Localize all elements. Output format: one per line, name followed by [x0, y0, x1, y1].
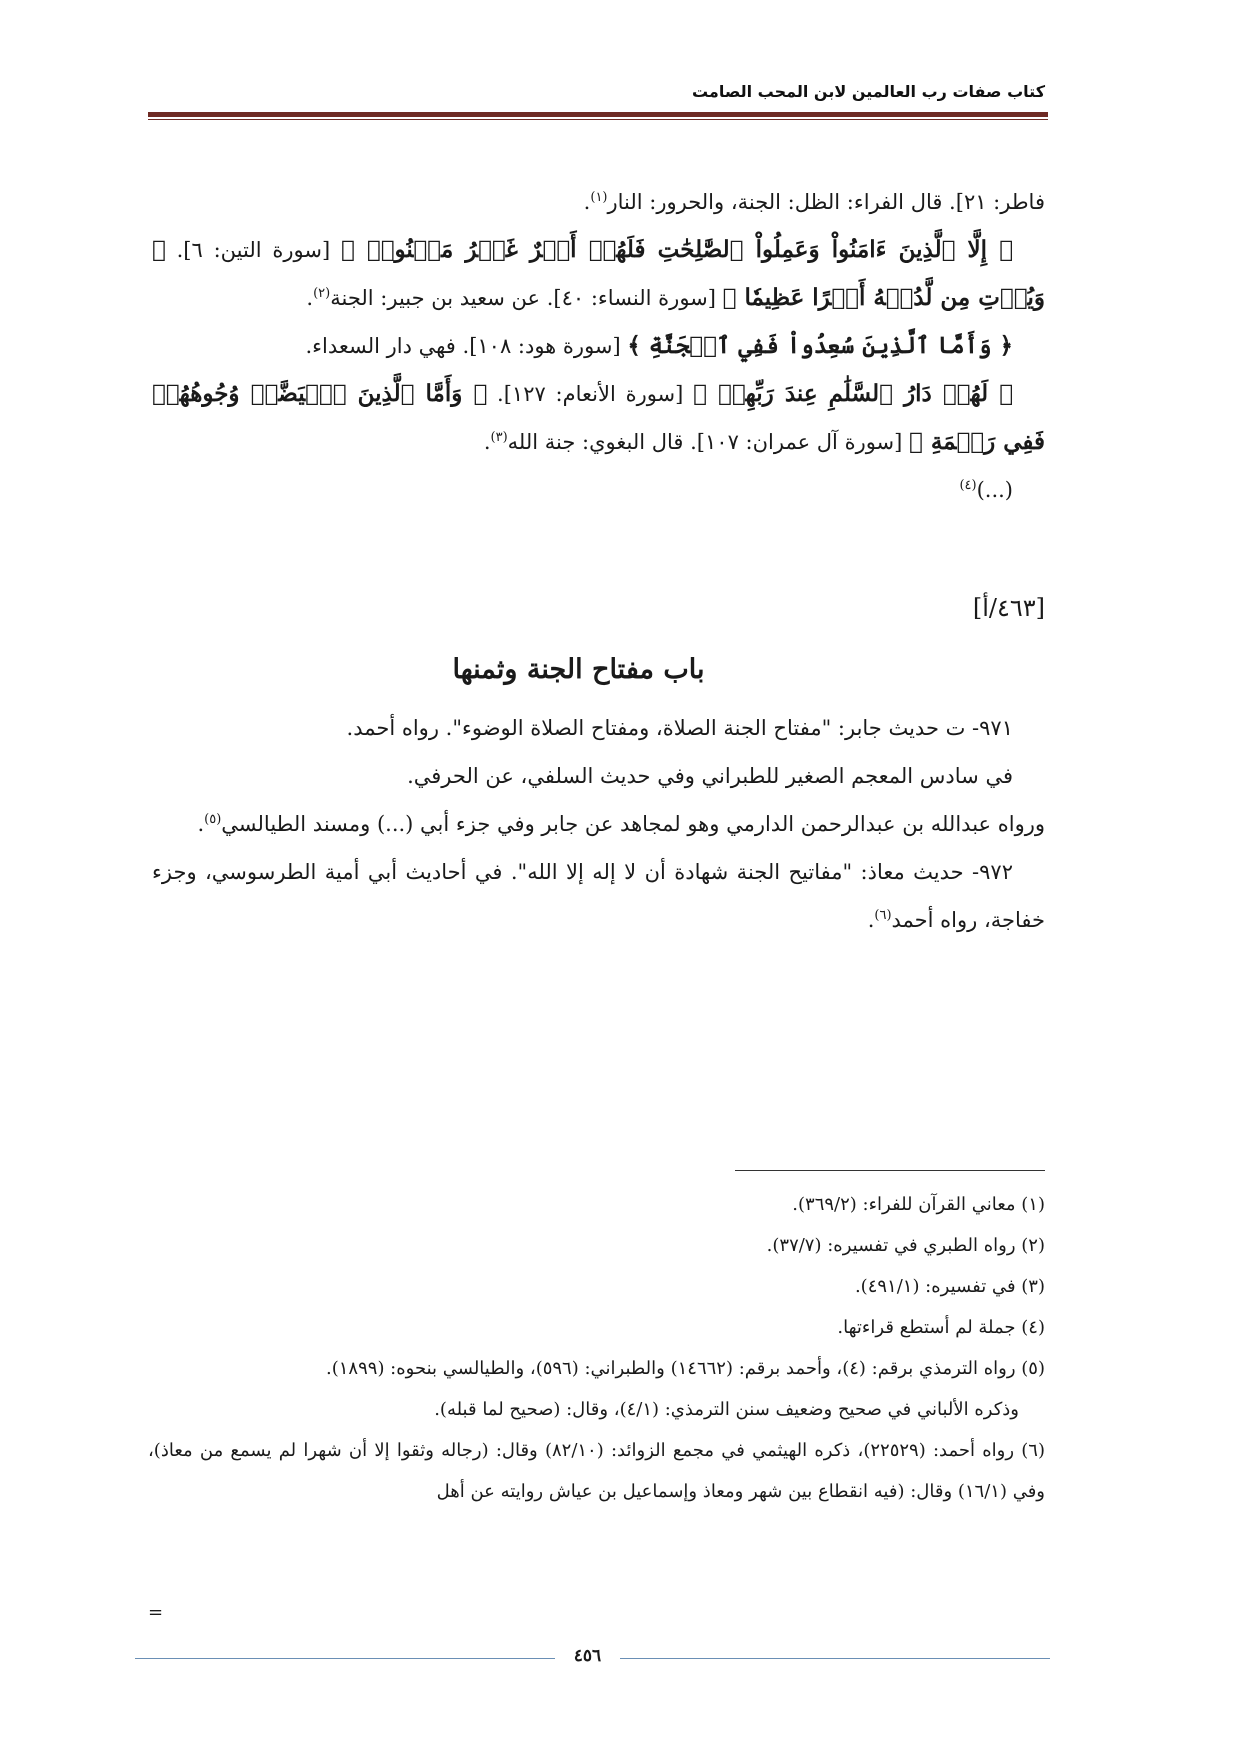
hadith-971: ٩٧١- ت حديث جابر: "مفتاح الجنة الصلاة، ومفتاح الصلاة الوضوء". رواه أحمد.: [346, 716, 1013, 740]
footnote-ref-6[interactable]: (٦): [874, 908, 892, 923]
text-run: ٩٧٢- حديث معاذ: "مفاتيح الجنة شهادة أن لا إله إلا الله". في أحاديث أبي أمية الطرسوسي، وجزء خفاجة، رواه أحمد: [152, 860, 1045, 932]
surah-ref: [سورة آل عمران: ١٠٧]. قال البغوي: جنة الله: [507, 430, 910, 454]
continuation-mark: =: [148, 1602, 164, 1623]
surah-ref: [سورة التين: ٦].: [165, 238, 341, 262]
footnote-6: (٦) رواه أحمد: (٢٢٥٢٩)، ذكره الهيثمي في مجمع الزوائد: (٨٢/١٠) وقال: (رجاله وثقوا إلا أن شهرا لم يسمع من معاذ)، وفي (١٦/١) وقال: (فيه انقطاع بين شهر ومعاذ وإسماعيل بن عياش روايته عن أهل: [148, 1440, 1045, 1502]
footnote-5: (٥) رواه الترمذي برقم: (٤)، وأحمد برقم: (١٤٦٦٢) والطبراني: (٥٩٦)، والطيالسي بنحوه: (١٨٩٩).: [326, 1358, 1045, 1379]
footnotes: [148, 1184, 1045, 1512]
quran-verse: ﴿ إِلَّا ٱلَّذِينَ ءَامَنُواْ وَعَمِلُواْ ٱلصَّٰلِحَٰتِ فَلَهُمۡ أَجۡرٌ غَيۡرُ مَمۡنُونٖ ﴾: [340, 236, 1014, 263]
footnote-1: (١) معاني القرآن للفراء: (٣٦٩/٢).: [792, 1194, 1045, 1215]
page-number: ٤٥٦: [573, 1646, 602, 1666]
footnotes-separator: [735, 1170, 1045, 1171]
surah-ref: [سورة هود: ١٠٨]. فهي دار السعداء.: [305, 334, 628, 358]
footnote-ref-3[interactable]: (٣): [490, 430, 508, 445]
text-run: .: [583, 190, 591, 214]
hadith-972: [152, 848, 1045, 944]
folio-reference: [٤٦٣/أ]: [972, 594, 1045, 622]
text-run: .: [197, 812, 205, 836]
footnote-2: (٢) رواه الطبري في تفسيره: (٣٧/٧).: [766, 1235, 1045, 1256]
text-run: .: [867, 908, 875, 932]
footnote-ref-5[interactable]: (٥): [204, 812, 222, 827]
footer-rule-left: [135, 1658, 555, 1659]
footnote-5-continued: وذكره الألباني في صحيح وضعيف سنن الترمذي: (٤/١)، وقال: (صحيح لما قبله).: [434, 1399, 1019, 1420]
quran-verse: ﴿ وَأَمَّا ٱلَّذِينَ ٱبۡيَضَّتۡ وُجُوهُهُمۡ فَفِي رَحۡمَةِ ﴾: [152, 380, 1045, 455]
header-rule-thin: [148, 119, 1048, 120]
header-rule-thick: [148, 112, 1048, 117]
hadith-971-source: في سادس المعجم الصغير للطبراني وفي حديث السلفي، عن الحرفي.: [407, 764, 1013, 788]
paragraph-quran-2: [152, 322, 1045, 370]
surah-ref: [سورة النساء: ٤٠]. عن سعيد بن جبير: الجنة: [330, 286, 723, 310]
text-run: .: [483, 430, 491, 454]
running-header-title: كتاب صفات رب العالمين لابن المحب الصامت: [691, 82, 1045, 101]
quran-verse: ﴿ وَيُؤۡتِ مِن لَّدُنۡهُ أَجۡرًا عَظِيمٗا ﴾: [152, 236, 1045, 311]
ellipsis: (...): [976, 478, 1013, 502]
main-text: [152, 178, 1045, 944]
text-run: ورواه عبدالله بن عبدالرحمن الدارمي وهو لمجاهد عن جابر وفي جزء أبي (...) ومسند الطيالسي: [221, 812, 1045, 836]
paragraph-quran-1: [152, 226, 1045, 322]
hadith-971-narration: [152, 800, 1045, 848]
footnote-ref-2[interactable]: (٢): [313, 286, 331, 301]
surah-ref: [سورة الأنعام: ١٢٧].: [487, 382, 694, 406]
quran-verse: ﴿ لَهُمۡ دَارُ ٱلسَّلَٰمِ عِندَ رَبِّهِمۡ ﴾: [693, 380, 1013, 407]
ellipsis-line: [152, 466, 1045, 514]
text-run: .: [306, 286, 314, 310]
text-run: فاطر: ٢١]. قال الفراء: الظل: الجنة، والحرور: النار: [607, 190, 1045, 214]
quran-verse: ﴿ وَأَمَّا ٱلَّذِينَ سُعِدُواْ فَفِي ٱلۡجَنَّةِ ﴾: [627, 332, 1013, 359]
footer-rule-right: [620, 1658, 1050, 1659]
paragraph-quran-3: [152, 370, 1045, 466]
chapter-title: باب مفتاح الجنة وثمنها: [452, 654, 705, 685]
footnote-4: (٤) جملة لم أستطع قراءتها.: [837, 1317, 1045, 1338]
paragraph-fatir: [152, 178, 1045, 226]
footnote-ref-1[interactable]: (١): [590, 190, 608, 205]
footnote-ref-4[interactable]: (٤): [959, 478, 977, 493]
footnote-3: (٣) في تفسيره: (٤٩١/١).: [854, 1276, 1045, 1297]
